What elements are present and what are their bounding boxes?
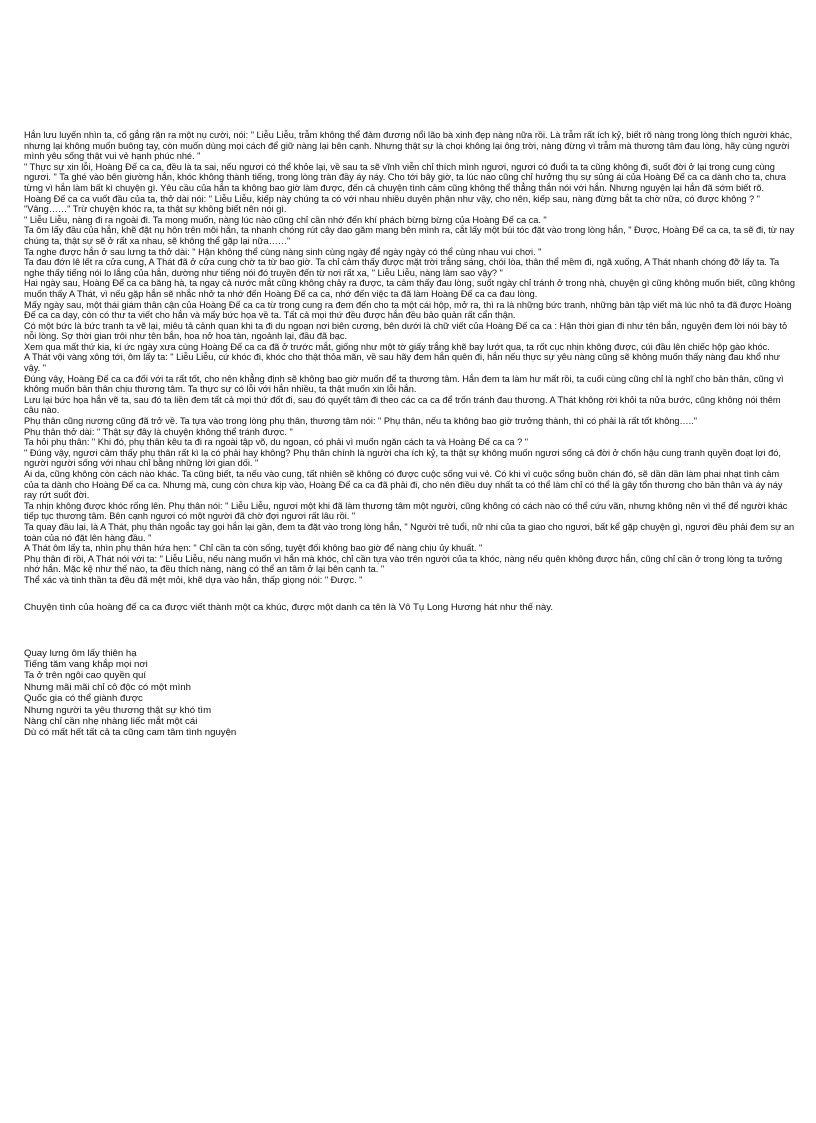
story-paragraph: " Thực sự xin lỗi, Hoàng Đế ca ca, đều là ta sai, nếu ngươi có thể khỏe lại, về sau ta sẽ vĩnh viễn chỉ thích mình ngươi, ngươi có đuổi ta ta cũng không đi, suốt đời ở lại trong cung cùng ngươi. " Ta ghé vào bên giường hắn, khóc không thành tiếng, trong lòng tràn đầy áy náy. Cho tới bây giờ, ta lúc nào cũng chỉ hưởng thụ sự sủng ái của Hoàng Đế ca ca dành cho ta, chưa từng vì hắn làm bất kì chuyện gì. Yêu cầu của hắn ta không bao giờ làm được, đến cả chuyện tình cảm cũng không thể thẳng thắn nói với hắn. Nhưng nguyện lại hắn đã sớm biết rõ. <box>24 161 787 193</box>
story-paragraph: Xem qua mất thứ kia, kí ức ngày xưa cùng Hoàng Đế ca ca đã ở trước mắt, giống như một tờ giấy trắng khẽ bay lướt qua, ta rốt cục nhịn không được, cúi đầu lên chiếc hộp gào khóc. <box>24 341 770 352</box>
story-paragraph: Đúng vậy, Hoàng Đế ca ca đối với ta rất tốt, cho nên khẳng định sẽ không bao giờ muốn để ta thương tâm. Hắn đem ta làm hư mất rồi, ta cuối cùng cũng chỉ là nghĩ cho bản thân, cũng vì không muốn bản thân chịu thương tâm. Ta thực sự có lỗi với hắn nhiều, ta thật muốn xin lỗi hắn. <box>24 373 784 395</box>
story-paragraph: Mấy ngày sau, một thái giám thân cận của Hoàng Đế ca ca từ trong cung ra đem đến cho ta một cái hộp, mở ra, thì ra là những bức tranh, những bản tập viết mà lúc nhỏ ta đã được Hoàng Đế ca ca dạy, còn có thư ta viết cho hắn và mấy bức họa về ta. Tất cả mọi thứ đều được hắn đều bảo quản rất cẩn thận. <box>24 299 792 321</box>
story-paragraph: Ta quay đầu lại, là A Thát, phụ thân ngoắc tay gọi hắn lại gần, đem ta đặt vào trong lòng hắn, " Người trẻ tuổi, nữ nhi của ta giao cho ngươi, bất kể gặp chuyện gì, ngươi đều phải đem sự an toàn của nó đặt lên hàng đầu. " <box>24 521 795 543</box>
lyric-line: Nàng chỉ cần nhẹ nhàng liếc mắt một cái <box>24 715 198 727</box>
lyric-line: Tiếng tăm vang khắp mọi nơi <box>24 658 148 670</box>
lyric-line: Quốc gia có thể giành được <box>24 693 143 705</box>
lyric-line: Nhưng mãi mãi chỉ cô độc có một mình <box>24 681 191 693</box>
story-paragraph: A Thát vội vàng xông tới, ôm lấy ta: " Liễu Liễu, cứ khóc đi, khóc cho thật thỏa mãn, về sau hãy đem hắn quên đi, hắn nếu thực sự yêu nàng cũng sẽ không muốn thấy nàng đau khổ như vậy. " <box>24 352 780 374</box>
story-paragraph: Ta đau đớn lê lết ra cửa cung, A Thát đã ở cửa cung chờ ta từ bao giờ. Ta chỉ cảm thấy được mặt trời trắng sáng, chói lòa, thân thể mềm đi, ngã xuống, A Thát nhanh chóng đỡ lấy ta. Ta nghe thấy tiếng nói lo lắng của hắn, dường như tiếng nói đó truyền đến từ nơi rất xa, " Liễu Liễu, nàng làm sao vậy? " <box>24 257 780 278</box>
lyric-line: Dù có mất hết tất cả ta cũng cam tâm tình nguyện <box>24 727 237 739</box>
song-lyrics <box>24 648 796 739</box>
story-body <box>24 130 796 586</box>
lyric-line: Ta ở trên ngôi cao quyền quí <box>24 670 147 682</box>
story-paragraph: Phụ thân thở dài: " Thật sự đây là chuyện không thể tránh được. " <box>24 426 293 437</box>
story-paragraph: Ta ôm lấy đầu của hắn, khẽ đặt nụ hôn trên môi hắn, ta nhanh chóng rút cây dao găm mang bên mình ra, cắt lấy một búi tóc đặt vào trong lòng hắn, " Được, Hoàng Đế ca ca, ta sẽ đi, từ nay chúng ta, thật sự sẽ ở rất xa nhau, sẽ không thể gặp lại nữa……" <box>24 225 795 246</box>
story-paragraph: A Thát ôm lấy ta, nhìn phụ thân hứa hẹn: " Chỉ cần ta còn sống, tuyệt đối không bao giờ để nàng chịu ủy khuất. " <box>24 543 483 554</box>
story-paragraph: Thể xác và tinh thần ta đều đã mệt mỏi, khẽ dựa vào hắn, thấp giọng nói: " Được. " <box>24 574 363 585</box>
lyric-line: Nhưng người ta yêu thương thật sự khó tìm <box>24 704 212 716</box>
lyric-line: Quay lưng ôm lấy thiên hạ <box>24 647 137 659</box>
story-paragraph: Hoàng Đế ca ca vuốt đầu của ta, thở dài nói: " Liễu Liễu, kiếp này chúng ta có với nhau nhiều duyên phận như vậy, cho nên, kiếp sau, nàng đừng bắt ta chờ nữa, có được không ? " <box>24 193 760 204</box>
story-paragraph: Ta nghe được hắn ở sau lưng ta thở dài: " Hận không thể cùng nàng sinh cùng ngày để ngày ngày có thể cùng nhau vui chơi. " <box>24 246 542 257</box>
story-paragraph: Lưu lại bức họa hắn vẽ ta, sau đó ta liền đem tất cả mọi thứ đốt đi, sau đó quyết tâm đi theo các ca ca để trốn tránh đau thương. A Thát không rời khỏi ta nửa bước, cũng không nói thêm câu nào. <box>24 394 781 416</box>
story-paragraph: "Vâng……" Trừ chuyện khóc ra, ta thật sự không biết nên nói gì. <box>24 204 287 215</box>
story-paragraph: Ta hỏi phụ thân: " Khi đó, phụ thân kêu ta đi ra ngoài tập võ, du ngoạn, có phải vì muốn ngăn cách ta và Hoàng Đế ca ca ? " <box>24 437 529 448</box>
story-paragraph: Hai ngày sau, Hoàng Đế ca ca băng hà, ta ngay cả nước mắt cũng không chảy ra được, ta cảm thấy đau lòng, suốt ngày chỉ tránh ở trong nhà, chuyện gì cũng không muốn biết, cũng không muốn thấy A Thát, vì nếu gặp hắn sẽ nhắc nhở ta nhớ đến Hoàng Đế ca ca, nhớ đến việc ta đã làm Hoàng Đế ca ca đau lòng. <box>24 278 795 299</box>
story-paragraph: Ta nhịn không được khóc rống lên. Phụ thân nói: " Liễu Liễu, ngươi một khi đã làm thương tâm một người, cũng không có cách nào có thể cứu vãn, nhưng không nên vì thế để người khác tiếp tục thương tâm. Bên cạnh ngươi có một người đã chờ đợi ngươi rất lâu rồi. " <box>24 500 788 522</box>
song-intro: Chuyện tình của hoàng đế ca ca được viết thành một ca khúc, được một danh ca tên là Vô Tụ Long Hương hát như thế này. <box>24 601 554 613</box>
story-paragraph: Hắn lưu luyến nhìn ta, cố gắng rặn ra một nụ cười, nói: " Liễu Liễu, trẫm không thể đảm đương nổi lão bà xinh đẹp nàng nữa rồi. Là trẫm rất ích kỷ, biết rõ nàng trong lòng thích người khác, nhưng lại không muốn buông tay, còn muốn dùng mọi cách để giữ nàng lại bên cạnh. Nhưng thật sự là chọi không lại ông trời, nàng đừng vì trẫm mà thương tâm đau lòng, hãy cùng người mình yêu sống thật vui vẻ hạnh phúc nhé. " <box>24 130 793 162</box>
story-paragraph: " Liễu Liễu, nàng đi ra ngoài đi. Ta mong muốn, nàng lúc nào cũng chỉ cần nhớ đến khí phách bừng bừng của Hoàng Đế ca ca. " <box>24 214 547 225</box>
story-paragraph: Có một bức là bức tranh ta vẽ lại, miêu tả cảnh quan khi ta đi du ngoạn nơi biên cương, bên dưới là chữ viết của Hoàng Đế ca ca : Hận thời gian đi như tên bắn, nguyện đem lời nói bày tỏ nỗi lòng. Sợ thời gian trôi như tên bắn, hoa nở hoa tàn, ngoảnh lại, đầu đã bạc. <box>24 320 788 342</box>
story-paragraph: Phụ thân cũng nương cũng đã trở về. Ta tựa vào trong lòng phụ thân, thương tâm nói: " Phụ thân, nếu ta không bao giờ trưởng thành, thì có phải là rất tốt không….." <box>24 416 697 427</box>
document-page <box>24 130 796 739</box>
story-paragraph: Ai da, cũng không còn cách nào khác. Ta cũng biết, ta nếu vào cung, tất nhiên sẽ không có được cuộc sống vui vẻ. Có khi vì cuộc sống buồn chán đó, sẽ dần dần làm phai nhạt tình cảm của ta dành cho Hoàng Đế ca ca. Nhưng mà, cung còn chưa kịp vào, Hoàng Đế ca ca đã phải đi, cho nên điều duy nhất ta có thể làm chỉ có thể là gây tổn thương cho bản thân và áy náy ray rứt suốt đời. <box>24 469 783 501</box>
story-paragraph: " Đúng vậy, ngươi cảm thấy phụ thân rất kì lạ có phải hay không? Phụ thân chính là người cha ích kỷ, ta thật sự không muốn ngươi sống cả đời ở chốn hậu cung tranh quyền đoạt lợi đó, người người sống với nhau chỉ bằng những lời gian dối. " <box>24 447 781 469</box>
story-paragraph: Phụ thân đi rồi, A Thát nói với ta: " Liễu Liễu, nếu nàng muốn vì hắn mà khóc, chỉ cần tựa vào trên người của ta khóc, nàng nếu quên không được hắn, cũng chỉ cần ở trong lòng ta tưởng nhớ hắn. Mặc kệ như thế nào, ta đều thích nàng, nàng có thể an tâm ở lại bên cạnh ta. " <box>24 553 783 575</box>
